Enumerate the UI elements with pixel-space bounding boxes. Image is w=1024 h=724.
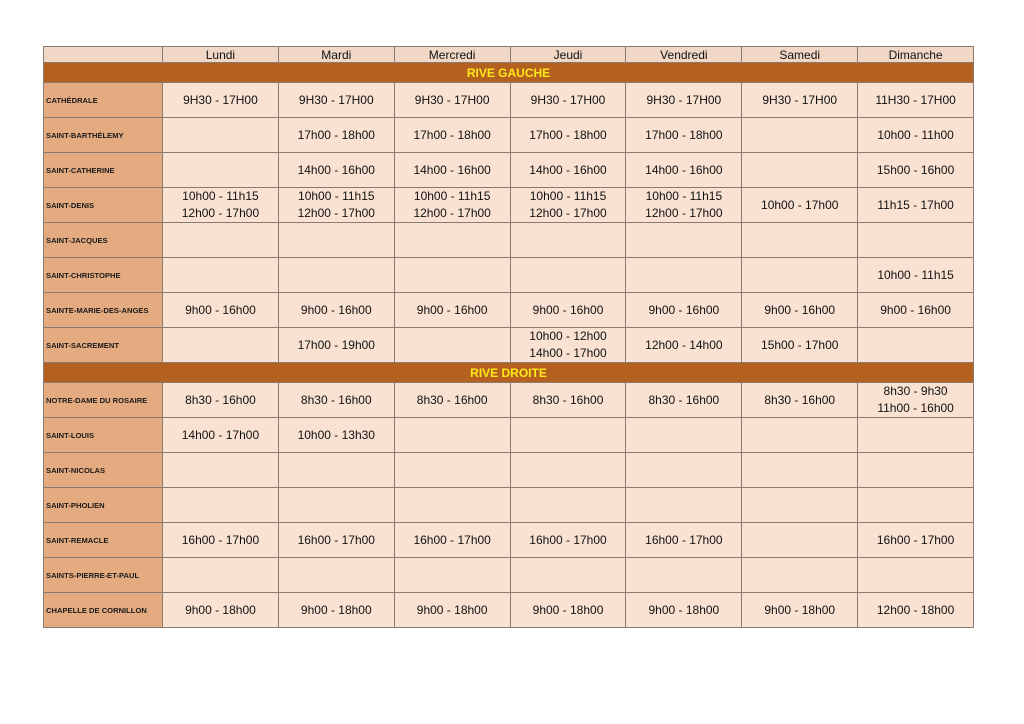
hours-cell bbox=[510, 418, 626, 453]
table-row bbox=[44, 293, 974, 328]
hours-cell bbox=[510, 593, 626, 628]
hours-text: 10h00 - 12h00 bbox=[529, 329, 607, 343]
corner-header-cell bbox=[44, 47, 163, 63]
hours-cell bbox=[163, 383, 279, 418]
hours-text: 9h00 - 16h00 bbox=[532, 302, 604, 317]
hours-cell bbox=[163, 153, 279, 188]
hours-cell bbox=[510, 558, 626, 593]
hours-cell bbox=[626, 558, 742, 593]
hours-text: 8h30 - 16h00 bbox=[532, 392, 604, 407]
hours-cell bbox=[163, 418, 279, 453]
hours-cell bbox=[163, 293, 279, 328]
hours-cell bbox=[858, 153, 974, 188]
hours-cell bbox=[163, 118, 279, 153]
table-row bbox=[44, 223, 974, 258]
hours-cell bbox=[742, 593, 858, 628]
section-title: RIVE DROITE bbox=[44, 363, 974, 383]
hours-cell bbox=[394, 328, 510, 363]
hours-cell bbox=[510, 83, 626, 118]
hours-text: 9H30 - 17H00 bbox=[414, 92, 490, 107]
hours-cell bbox=[163, 83, 279, 118]
hours-text: 17h00 - 19h00 bbox=[297, 337, 375, 352]
hours-cell bbox=[163, 453, 279, 488]
hours-cell bbox=[163, 328, 279, 363]
hours-cell bbox=[510, 453, 626, 488]
hours-cell bbox=[278, 488, 394, 523]
hours-text: 12h00 - 14h00 bbox=[645, 337, 723, 352]
hours-cell bbox=[858, 418, 974, 453]
hours-cell bbox=[163, 593, 279, 628]
hours-cell bbox=[510, 293, 626, 328]
day-header-samedi: Samedi bbox=[742, 47, 858, 63]
table-row bbox=[44, 453, 974, 488]
hours-cell bbox=[278, 558, 394, 593]
table-row bbox=[44, 153, 974, 188]
hours-cell bbox=[394, 223, 510, 258]
church-name: SAINT-SACREMENT bbox=[44, 328, 163, 363]
day-header-row bbox=[44, 47, 974, 63]
section-title: RIVE GAUCHE bbox=[44, 63, 974, 83]
hours-text: 12h00 - 17h00 bbox=[413, 206, 491, 220]
hours-cell bbox=[858, 118, 974, 153]
hours-cell bbox=[278, 83, 394, 118]
table-row bbox=[44, 593, 974, 628]
hours-cell bbox=[742, 558, 858, 593]
church-name: SAINT-DENIS bbox=[44, 188, 163, 223]
table-row bbox=[44, 188, 974, 223]
table-row bbox=[44, 418, 974, 453]
hours-text: 16h00 - 17h00 bbox=[529, 532, 607, 547]
table-row bbox=[44, 258, 974, 293]
hours-cell bbox=[510, 523, 626, 558]
hours-cell bbox=[742, 223, 858, 258]
section-row bbox=[44, 363, 974, 383]
day-header-mercredi: Mercredi bbox=[394, 47, 510, 63]
hours-cell bbox=[858, 188, 974, 223]
hours-cell bbox=[858, 523, 974, 558]
church-name: SAINT-NICOLAS bbox=[44, 453, 163, 488]
hours-cell bbox=[394, 418, 510, 453]
hours-cell bbox=[626, 593, 742, 628]
table-row bbox=[44, 558, 974, 593]
hours-text: 12h00 - 17h00 bbox=[529, 206, 607, 220]
hours-cell bbox=[394, 118, 510, 153]
hours-cell bbox=[858, 383, 974, 418]
day-header-mardi: Mardi bbox=[278, 47, 394, 63]
hours-text: 9H30 - 17H00 bbox=[646, 92, 722, 107]
church-name: SAINT-CHRISTOPHE bbox=[44, 258, 163, 293]
hours-cell bbox=[858, 83, 974, 118]
hours-cell bbox=[510, 188, 626, 223]
hours-cell bbox=[858, 258, 974, 293]
hours-text: 9h00 - 16h00 bbox=[300, 302, 372, 317]
hours-cell bbox=[278, 593, 394, 628]
hours-text: 17h00 - 18h00 bbox=[413, 127, 491, 142]
hours-cell bbox=[394, 188, 510, 223]
hours-cell bbox=[394, 153, 510, 188]
hours-cell bbox=[510, 118, 626, 153]
church-name: CHAPELLE DE CORNILLON bbox=[44, 593, 163, 628]
hours-text: 9h00 - 18h00 bbox=[416, 602, 488, 617]
hours-cell bbox=[626, 153, 742, 188]
hours-cell bbox=[626, 223, 742, 258]
hours-cell bbox=[742, 383, 858, 418]
hours-text: 10h00 - 11h15 bbox=[298, 189, 375, 203]
hours-cell bbox=[510, 258, 626, 293]
hours-cell bbox=[278, 523, 394, 558]
church-name: SAINTS-PIERRE-ET-PAUL bbox=[44, 558, 163, 593]
hours-text: 11h00 - 16h00 bbox=[877, 401, 954, 415]
day-header-lundi: Lundi bbox=[163, 47, 279, 63]
hours-cell bbox=[394, 83, 510, 118]
hours-text: 9H30 - 17H00 bbox=[298, 92, 374, 107]
hours-cell bbox=[278, 293, 394, 328]
table-row bbox=[44, 523, 974, 558]
church-name: SAINTE-MARIE-DES-ANGES bbox=[44, 293, 163, 328]
hours-text: 15h00 - 16h00 bbox=[876, 162, 955, 177]
hours-text: 10h00 - 11h15 bbox=[413, 189, 491, 203]
hours-text: 12h00 - 17h00 bbox=[181, 206, 260, 220]
hours-text: 9H30 - 17H00 bbox=[530, 92, 606, 107]
hours-cell bbox=[858, 223, 974, 258]
hours-text: 9H30 - 17H00 bbox=[762, 92, 838, 107]
hours-cell bbox=[163, 258, 279, 293]
hours-text: 14h00 - 16h00 bbox=[645, 162, 723, 177]
hours-cell bbox=[163, 188, 279, 223]
hours-text: 11H30 - 17H00 bbox=[875, 92, 956, 107]
hours-cell bbox=[163, 488, 279, 523]
hours-cell bbox=[394, 488, 510, 523]
day-header-jeudi: Jeudi bbox=[510, 47, 626, 63]
hours-text: 16h00 - 17h00 bbox=[413, 532, 491, 547]
hours-text: 14h00 - 17h00 bbox=[529, 346, 607, 360]
hours-cell bbox=[163, 223, 279, 258]
hours-cell bbox=[742, 293, 858, 328]
table-row bbox=[44, 383, 974, 418]
church-name: SAINT-CATHERINE bbox=[44, 153, 163, 188]
section-row bbox=[44, 63, 974, 83]
hours-cell bbox=[858, 293, 974, 328]
hours-cell bbox=[394, 558, 510, 593]
hours-cell bbox=[858, 328, 974, 363]
hours-text: 8h30 - 16h00 bbox=[300, 392, 372, 407]
hours-cell bbox=[626, 293, 742, 328]
hours-cell bbox=[510, 223, 626, 258]
schedule-body bbox=[44, 63, 974, 628]
hours-text: 9h00 - 18h00 bbox=[532, 602, 604, 617]
hours-cell bbox=[163, 523, 279, 558]
hours-cell bbox=[278, 383, 394, 418]
hours-cell bbox=[394, 293, 510, 328]
hours-cell bbox=[278, 188, 394, 223]
hours-cell bbox=[626, 188, 742, 223]
hours-cell bbox=[742, 153, 858, 188]
hours-cell bbox=[278, 223, 394, 258]
hours-text: 16h00 - 17h00 bbox=[181, 532, 260, 547]
hours-cell bbox=[278, 328, 394, 363]
hours-cell bbox=[858, 453, 974, 488]
hours-cell bbox=[394, 593, 510, 628]
hours-cell bbox=[742, 523, 858, 558]
hours-cell bbox=[278, 153, 394, 188]
hours-text: 8h30 - 16h00 bbox=[185, 392, 256, 407]
hours-text: 9h00 - 18h00 bbox=[648, 602, 720, 617]
hours-text: 8h30 - 16h00 bbox=[764, 392, 836, 407]
hours-cell bbox=[394, 523, 510, 558]
hours-cell bbox=[626, 83, 742, 118]
hours-text: 8h30 - 16h00 bbox=[416, 392, 488, 407]
hours-text: 9h00 - 16h00 bbox=[880, 302, 951, 317]
hours-text: 9h00 - 16h00 bbox=[185, 302, 256, 317]
hours-cell bbox=[278, 453, 394, 488]
church-name: SAINT-JACQUES bbox=[44, 223, 163, 258]
hours-text: 12h00 - 17h00 bbox=[645, 206, 723, 220]
church-name: SAINT-REMACLE bbox=[44, 523, 163, 558]
hours-text: 9h00 - 16h00 bbox=[648, 302, 720, 317]
hours-cell bbox=[858, 593, 974, 628]
day-header-vendredi: Vendredi bbox=[626, 47, 742, 63]
hours-text: 15h00 - 17h00 bbox=[761, 337, 839, 352]
hours-text: 8h30 - 16h00 bbox=[648, 392, 720, 407]
hours-text: 9h00 - 18h00 bbox=[300, 602, 372, 617]
hours-text: 9h00 - 18h00 bbox=[764, 602, 836, 617]
hours-cell bbox=[510, 328, 626, 363]
hours-cell bbox=[394, 258, 510, 293]
church-name: SAINT-PHOLIEN bbox=[44, 488, 163, 523]
hours-text: 14h00 - 16h00 bbox=[297, 162, 375, 177]
hours-text: 14h00 - 17h00 bbox=[181, 427, 260, 442]
hours-cell bbox=[163, 558, 279, 593]
hours-cell bbox=[278, 258, 394, 293]
hours-text: 17h00 - 18h00 bbox=[645, 127, 723, 142]
hours-cell bbox=[742, 118, 858, 153]
hours-cell bbox=[742, 488, 858, 523]
table-row bbox=[44, 83, 974, 118]
hours-cell bbox=[742, 258, 858, 293]
hours-text: 16h00 - 17h00 bbox=[645, 532, 723, 547]
hours-cell bbox=[626, 453, 742, 488]
hours-text: 9h00 - 16h00 bbox=[416, 302, 488, 317]
hours-cell bbox=[626, 488, 742, 523]
hours-text: 16h00 - 17h00 bbox=[297, 532, 375, 547]
hours-text: 9H30 - 17H00 bbox=[183, 92, 258, 107]
hours-cell bbox=[278, 118, 394, 153]
hours-text: 16h00 - 17h00 bbox=[876, 532, 955, 547]
hours-cell bbox=[394, 453, 510, 488]
church-name: NOTRE-DAME DU ROSAIRE bbox=[44, 383, 163, 418]
hours-text: 14h00 - 16h00 bbox=[529, 162, 607, 177]
hours-text: 10h00 - 11h00 bbox=[877, 127, 954, 142]
hours-text: 14h00 - 16h00 bbox=[413, 162, 491, 177]
hours-cell bbox=[626, 328, 742, 363]
hours-text: 10h00 - 11h15 bbox=[877, 267, 954, 282]
hours-cell bbox=[510, 488, 626, 523]
hours-cell bbox=[626, 383, 742, 418]
opening-hours-table bbox=[43, 46, 974, 628]
hours-cell bbox=[626, 418, 742, 453]
hours-text: 10h00 - 11h15 bbox=[182, 189, 259, 203]
hours-cell bbox=[626, 118, 742, 153]
hours-cell bbox=[742, 418, 858, 453]
hours-cell bbox=[858, 488, 974, 523]
hours-cell bbox=[510, 383, 626, 418]
hours-cell bbox=[858, 558, 974, 593]
hours-cell bbox=[742, 453, 858, 488]
church-name: SAINT-LOUIS bbox=[44, 418, 163, 453]
hours-cell bbox=[510, 153, 626, 188]
table-row bbox=[44, 118, 974, 153]
day-header-dimanche: Dimanche bbox=[858, 47, 974, 63]
hours-cell bbox=[626, 523, 742, 558]
hours-cell bbox=[394, 383, 510, 418]
hours-text: 17h00 - 18h00 bbox=[297, 127, 375, 142]
hours-cell bbox=[626, 258, 742, 293]
table-row bbox=[44, 328, 974, 363]
hours-text: 10h00 - 11h15 bbox=[529, 189, 607, 203]
hours-text: 8h30 - 9h30 bbox=[883, 384, 948, 398]
hours-text: 9h00 - 16h00 bbox=[764, 302, 836, 317]
hours-cell bbox=[742, 328, 858, 363]
church-name: SAINT-BARTHÉLEMY bbox=[44, 118, 163, 153]
hours-text: 10h00 - 17h00 bbox=[761, 197, 839, 212]
hours-cell bbox=[278, 418, 394, 453]
table-row bbox=[44, 488, 974, 523]
hours-text: 10h00 - 13h30 bbox=[297, 427, 375, 442]
hours-cell bbox=[742, 83, 858, 118]
hours-text: 11h15 - 17h00 bbox=[877, 197, 954, 212]
hours-cell bbox=[742, 188, 858, 223]
hours-text: 17h00 - 18h00 bbox=[529, 127, 607, 142]
church-name: CATHÉDRALE bbox=[44, 83, 163, 118]
hours-text: 10h00 - 11h15 bbox=[645, 189, 723, 203]
hours-text: 12h00 - 18h00 bbox=[876, 602, 955, 617]
hours-text: 9h00 - 18h00 bbox=[185, 602, 256, 617]
hours-text: 12h00 - 17h00 bbox=[297, 206, 375, 220]
